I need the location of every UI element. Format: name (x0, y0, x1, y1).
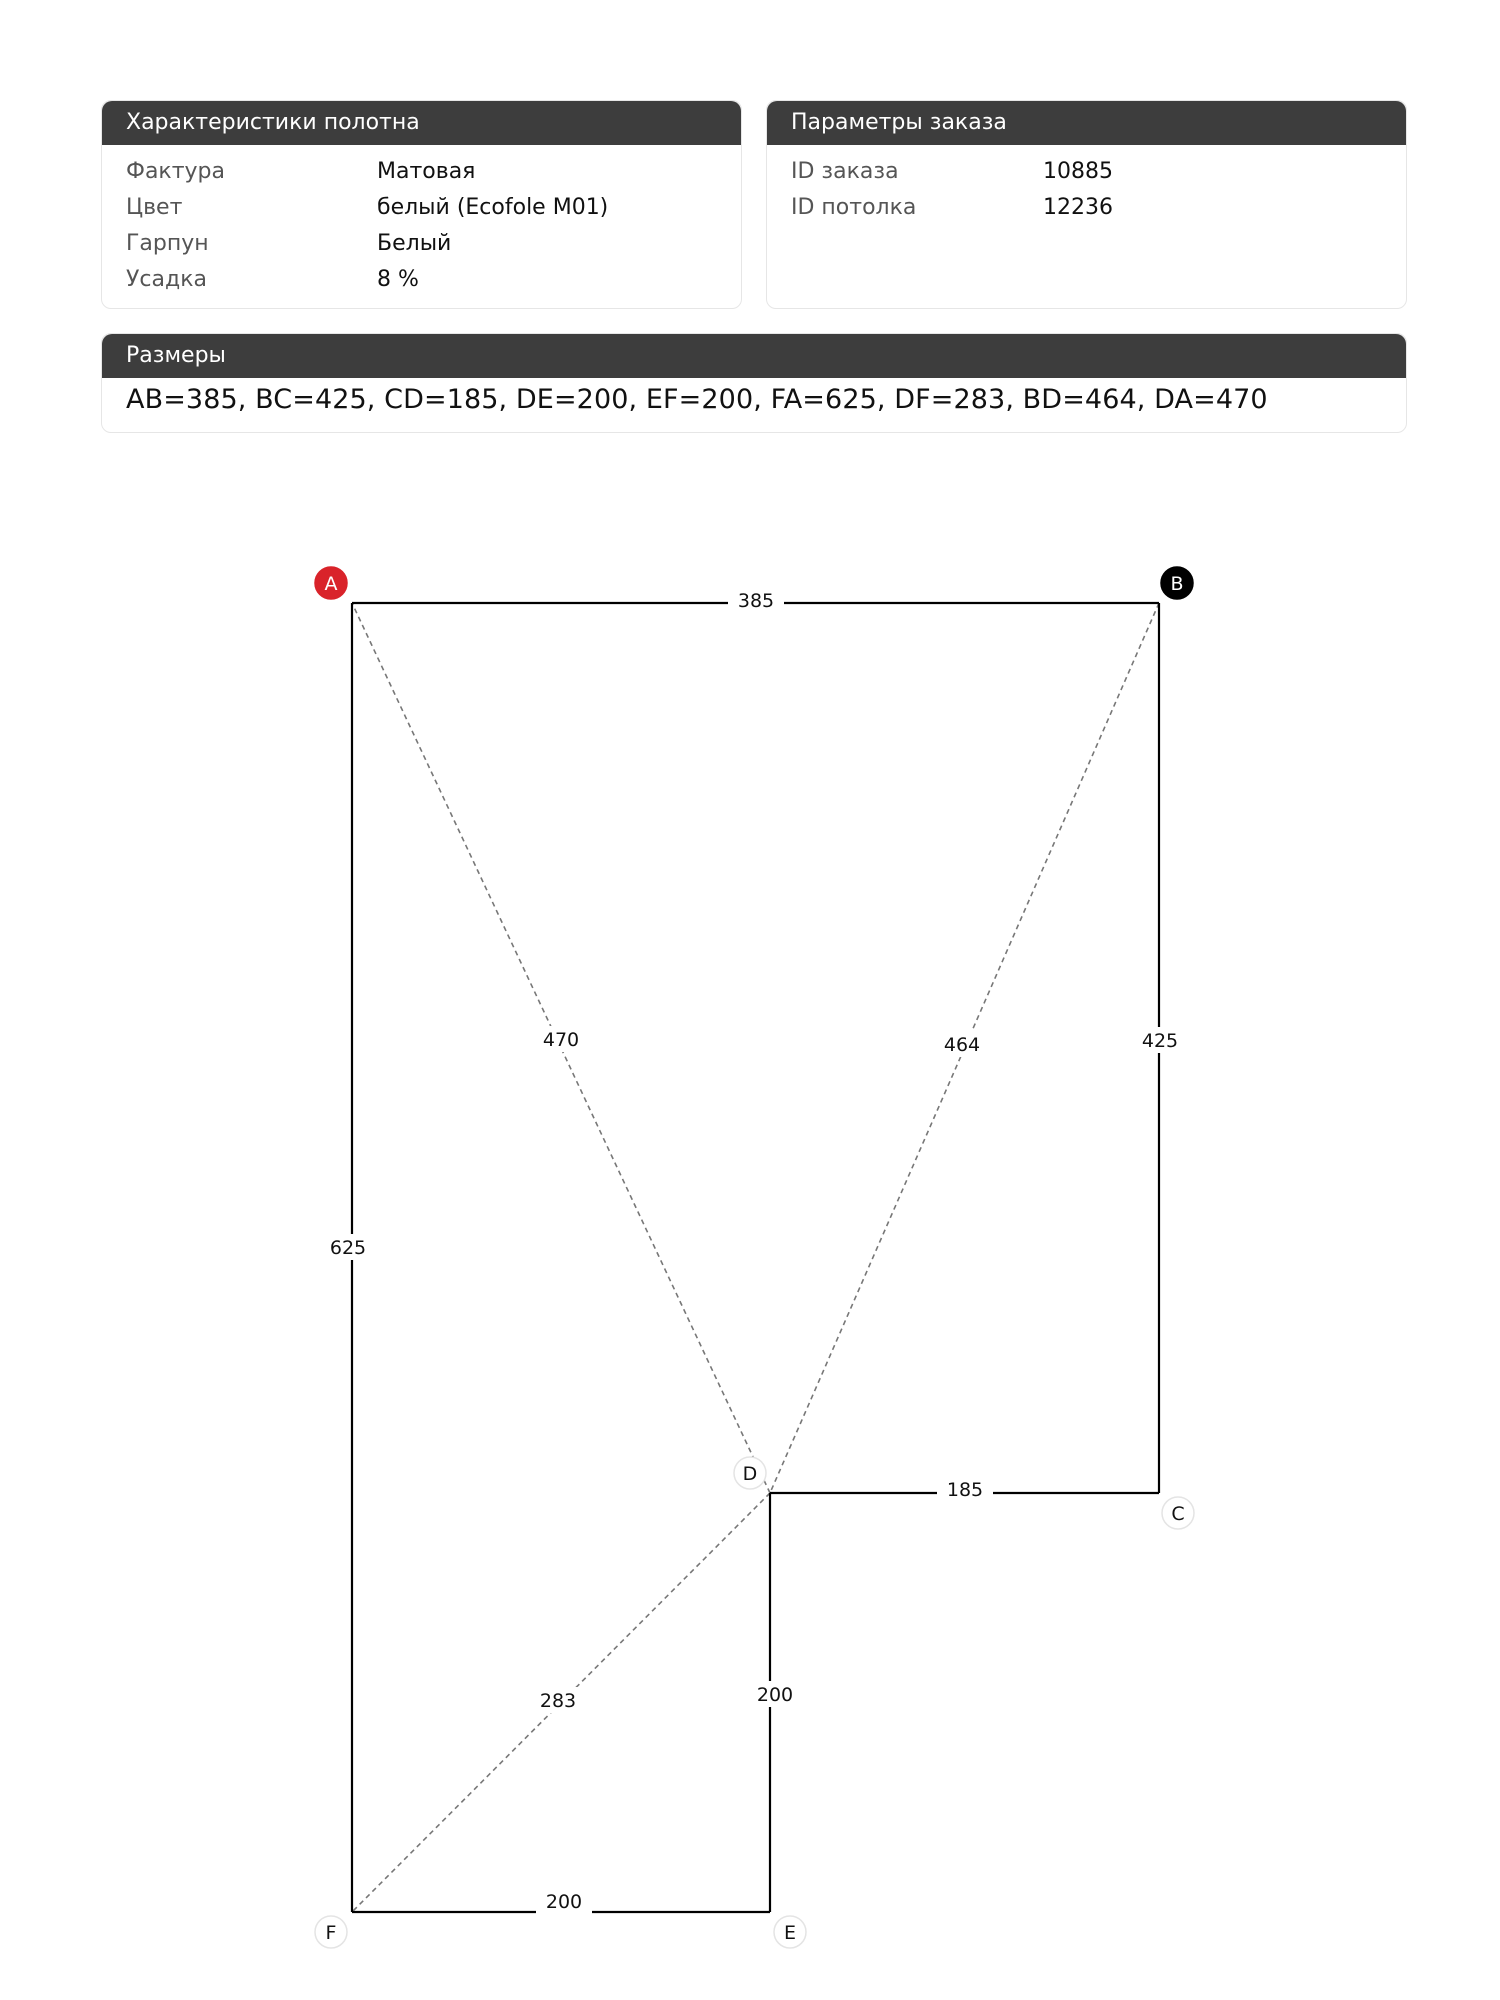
length-label-DE: 200 (756, 1684, 794, 1706)
point-label-f: F (325, 1922, 337, 1944)
point-label-c: C (1171, 1503, 1185, 1525)
texture-label: Фактура (126, 158, 225, 184)
canvas-card-title: Характеристики полотна (102, 101, 741, 145)
ceiling-id-value: 12236 (1043, 194, 1113, 220)
length-label-AB: 385 (737, 590, 775, 612)
order-card-title: Параметры заказа (767, 101, 1406, 145)
length-label-CD: 185 (946, 1479, 984, 1501)
ceiling-id-label: ID потолка (791, 194, 917, 220)
sizes-card-title: Размеры (102, 334, 1406, 378)
point-label-d: D (742, 1463, 758, 1485)
order-id-value: 10885 (1043, 158, 1113, 184)
harpoon-label: Гарпун (126, 230, 209, 256)
color-value: белый (Ecofole M01) (377, 194, 609, 220)
point-label-a: A (324, 573, 338, 595)
harpoon-value: Белый (377, 230, 452, 256)
length-label-BD: 464 (943, 1034, 981, 1056)
length-label-DF: 283 (539, 1690, 577, 1712)
shrinkage-label: Усадка (126, 266, 207, 292)
length-label-BC: 425 (1141, 1030, 1179, 1052)
sizes-list: AB=385, BC=425, CD=185, DE=200, EF=200, FA=625, DF=283, BD=464, DA=470 (126, 384, 1268, 415)
point-label-e: E (783, 1922, 797, 1944)
shrinkage-value: 8 % (377, 266, 419, 292)
length-label-FA: 625 (329, 1237, 367, 1259)
color-label: Цвет (126, 194, 183, 220)
order-id-label: ID заказа (791, 158, 899, 184)
point-label-b: B (1170, 573, 1184, 595)
length-label-EF: 200 (545, 1891, 583, 1913)
texture-value: Матовая (377, 158, 476, 184)
length-label-DA: 470 (542, 1029, 580, 1051)
